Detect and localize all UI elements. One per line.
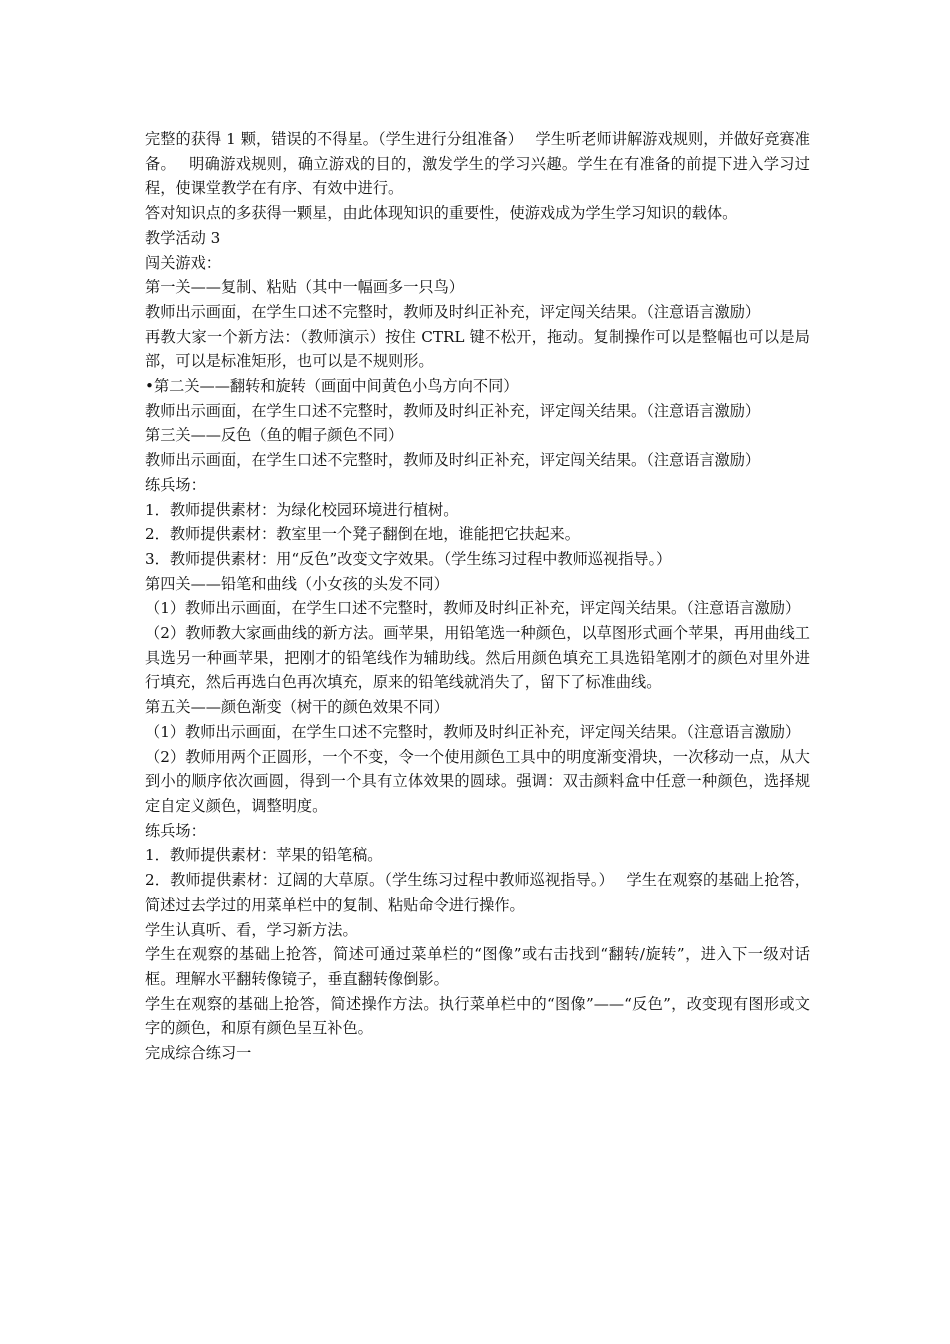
level-4-step-1: （1）教师出示画面，在学生口述不完整时，教师及时纠正补充，评定闯关结果。（注意语言激励） [145,599,801,618]
student-invert-note: 学生在观察的基础上抢答，简述操作方法。执行菜单栏中的“图像”——“反色”，改变现有图形或文字的颜色，和原有颜色呈互补色。 [145,994,810,1038]
level-5-step-1: （1）教师出示画面，在学生口述不完整时，教师及时纠正补充，评定闯关结果。（注意语言激励） [145,722,801,741]
level-4-heading: 第四关——铅笔和曲线（小女孩的头发不同） [145,574,449,593]
paragraph-rules-intro: 完整的获得 1 颗，错误的不得星。（学生进行分组准备） 学生听老师讲解游戏规则，并做好竞赛准备。 明确游戏规则，确立游戏的目的，激发学生的学习兴趣。学生在有准备的前提下进入学习过程，使课堂教学在有序、有效中进行。 [145,130,810,198]
practice-item-3: 3．教师提供素材：用“反色”改变文字效果。（学生练习过程中教师巡视指导。） [145,549,672,568]
level-5-heading: 第五关——颜色渐变（树干的颜色效果不同） [145,698,449,717]
student-flip-note: 学生在观察的基础上抢答，简述可通过菜单栏的“图像”或右击找到“翻转/旋转”，进入下一级对话框。理解水平翻转像镜子，垂直翻转像倒影。 [145,945,810,988]
level-2-heading: •第二关——翻转和旋转（画面中间黄色小鸟方向不同） [145,377,519,396]
document-body [145,127,810,1066]
level-2-teacher-note: 教师出示画面，在学生口述不完整时，教师及时纠正补充，评定闯关结果。（注意语言激励） [145,401,761,420]
level-4-step-2: （2）教师教大家画曲线的新方法。画苹果，用铅笔选一种颜色，以草图形式画个苹果，再用曲线工具选另一种画苹果，把刚才的铅笔线作为辅助线。然后用颜色填充工具选铅笔刚才的颜色对里外进行填充，然后再选白色再次填充，原来的铅笔线就消失了，留下了标准曲线。 [145,624,810,692]
complete-exercise-line: 完成综合练习一 [145,1044,252,1063]
level-1-teacher-note: 教师出示画面，在学生口述不完整时，教师及时纠正补充，评定闯关结果。（注意语言激励） [145,302,761,321]
level-5-step-2: （2）教师用两个正圆形，一个不变，令一个使用颜色工具中的明度渐变滑块，一次移动一点，从大到小的顺序依次画圆，得到一个具有立体效果的圆球。强调：双击颜料盒中任意一种颜色，选择规定自定义颜色，调整明度。 [145,747,810,815]
paragraph-game-title: 闯关游戏： [145,253,221,272]
level-3-teacher-note: 教师出示画面，在学生口述不完整时，教师及时纠正补充，评定闯关结果。（注意语言激励） [145,451,761,470]
practice-2-item-2: 2．教师提供素材：辽阔的大草原。（学生练习过程中教师巡视指导。） 学生在观察的基础上抢答，简述过去学过的用菜单栏中的复制、粘贴命令进行操作。 [145,871,810,914]
student-listen-note: 学生认真听、看，学习新方法。 [145,920,358,939]
practice-item-1: 1．教师提供素材：为绿化校园环境进行植树。 [145,500,459,519]
level-1-new-method: 再教大家一个新方法：（教师演示）按住 CTRL 键不松开，拖动。复制操作可以是整幅也可以是局部，可以是标准矩形，也可以是不规则形。 [145,327,810,371]
level-1-heading: 第一关——复制、粘贴（其中一幅画多一只鸟） [145,278,464,297]
practice-heading-1: 练兵场： [145,475,206,494]
practice-item-2: 2．教师提供素材：教室里一个凳子翻倒在地，谁能把它扶起来。 [145,525,580,544]
level-3-heading: 第三关——反色（鱼的帽子颜色不同） [145,426,404,445]
practice-2-item-1: 1．教师提供素材：苹果的铅笔稿。 [145,846,383,865]
practice-heading-2: 练兵场： [145,821,206,840]
paragraph-star-reward: 答对知识点的多获得一颗星，由此体现知识的重要性，使游戏成为学生学习知识的载体。 [145,204,738,223]
section-heading-activity-3: 教学活动 3 [145,228,221,247]
